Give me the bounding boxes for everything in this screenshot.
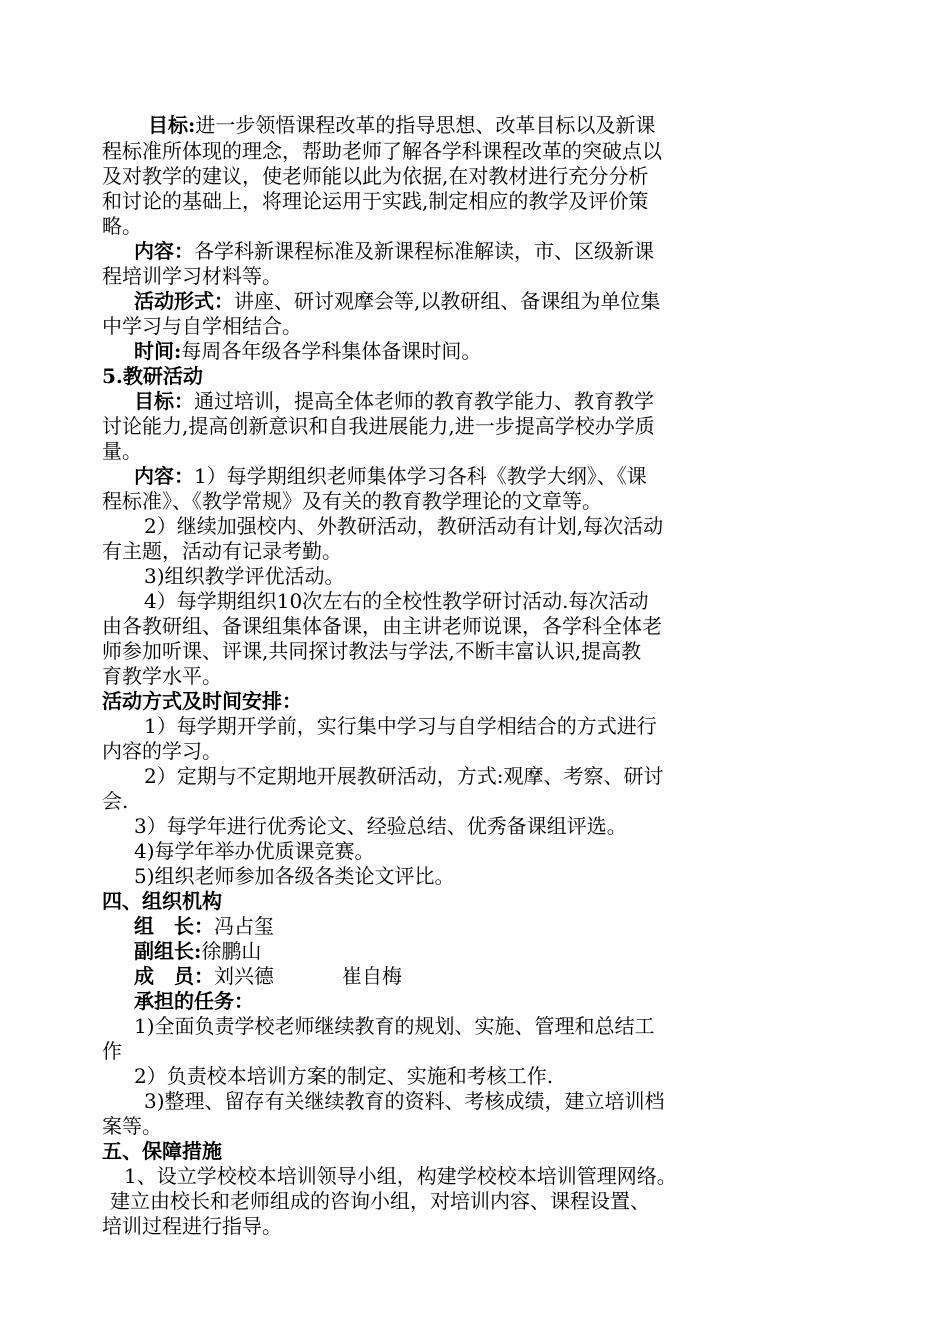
paragraph-text: 每周各年级各学科集体备课时间。 bbox=[181, 339, 482, 363]
list-item: 2）定期与不定期地开展教研活动，方式:观摩、考察、研讨 bbox=[144, 764, 664, 788]
paragraph-text: 程培训学习材料等。 bbox=[102, 264, 282, 288]
objective-text: 进一步领悟课程改革的指导思想、改革目标以及新课 bbox=[195, 113, 656, 137]
member-name: 刘兴德 bbox=[214, 964, 274, 988]
sec5-content-line-6 bbox=[0, 588, 950, 614]
list-item: 3)整理、留存有关继续教育的资料、考核成绩，建立培训档 bbox=[144, 1089, 665, 1113]
obj-line-3 bbox=[0, 163, 950, 189]
obj-line-5 bbox=[0, 213, 950, 239]
sec5-content-line-9 bbox=[0, 663, 950, 689]
sec5-obj-line-3 bbox=[0, 438, 950, 464]
guarantee-line-2 bbox=[0, 1188, 950, 1214]
form-line-2 bbox=[0, 313, 950, 339]
list-item: 有主题，活动有记录考勤。 bbox=[102, 539, 342, 563]
list-item: 程标准》、《教学常规》及有关的教育教学理论的文章等。 bbox=[102, 489, 602, 513]
org-tasks-heading bbox=[0, 988, 950, 1014]
list-item: 3）每学年进行优秀论文、经验总结、优秀备课组评选。 bbox=[134, 814, 627, 838]
arr-line-1 bbox=[0, 713, 950, 739]
arr-line-7 bbox=[0, 863, 950, 889]
org-deputy-line bbox=[0, 938, 950, 964]
list-item: 由各教研组、备课组集体备课，由主讲老师说课，各学科全体老 bbox=[102, 614, 662, 638]
guarantee-heading bbox=[0, 1138, 950, 1164]
paragraph-text: 及对教学的建议，使老师能以此为依据,在对教材进行充分分析 bbox=[102, 164, 649, 188]
paragraph-text: 讲座、研讨观摩会等,以教研组、备课组为单位集 bbox=[234, 289, 661, 313]
sec5-content-line-7 bbox=[0, 613, 950, 639]
paragraph-text: 和讨论的基础上，将理论运用于实践,制定相应的教学及评价策 bbox=[102, 189, 649, 213]
leader-label: 组 长： bbox=[134, 914, 214, 938]
arr-line-5 bbox=[0, 813, 950, 839]
guarantee-line-1 bbox=[0, 1163, 950, 1189]
arrangement-heading bbox=[0, 688, 950, 714]
org-task-line-5 bbox=[0, 1113, 950, 1139]
arr-line-4 bbox=[0, 788, 950, 814]
paragraph-text: 建立由校长和老师组成的咨询小组，对培训内容、课程设置、 bbox=[110, 1189, 650, 1213]
members-label: 成 员： bbox=[134, 964, 214, 988]
paragraph-text: 1、设立学校校本培训领导小组，构建学校校本培训管理网络。 bbox=[124, 1164, 677, 1188]
content-label: 内容： bbox=[134, 239, 194, 263]
heading-text: 活动方式及时间安排： bbox=[102, 689, 302, 713]
sec5-obj-line-2 bbox=[0, 413, 950, 439]
list-item: 1）每学期组织老师集体学习各科《教学大纲》、《课 bbox=[194, 464, 647, 488]
paragraph-text: 程标准所体现的理念，帮助老师了解各学科课程改革的突破点以 bbox=[102, 139, 662, 163]
time-line bbox=[0, 338, 950, 364]
arr-line-3 bbox=[0, 763, 950, 789]
list-item: 育教学水平。 bbox=[102, 664, 222, 688]
list-item: 会. bbox=[102, 789, 129, 813]
arr-line-6 bbox=[0, 838, 950, 864]
org-members-line bbox=[0, 963, 950, 989]
arr-line-2 bbox=[0, 738, 950, 764]
org-heading bbox=[0, 888, 950, 914]
guarantee-line-3 bbox=[0, 1213, 950, 1239]
paragraph-text: 通过培训，提高全体老师的教育教学能力、教育教学 bbox=[194, 389, 654, 413]
paragraph-text: 讨论能力,提高创新意识和自我进展能力,进一步提高学校办学质 bbox=[102, 414, 655, 438]
paragraph-text: 培训过程进行指导。 bbox=[102, 1214, 282, 1238]
list-item: 1）每学期开学前，实行集中学习与自学相结合的方式进行 bbox=[144, 714, 657, 738]
list-item: 1)全面负责学校老师继续教育的规划、实施、管理和总结工 bbox=[134, 1014, 655, 1038]
obj-line-2 bbox=[0, 138, 950, 164]
list-item: 4)每学年举办优质课竞赛。 bbox=[134, 839, 375, 863]
list-item: 4）每学期组织10次左右的全校性教学研讨活动.每次活动 bbox=[144, 589, 649, 613]
sec5-content-line-1 bbox=[0, 463, 950, 489]
sec5-content-line-5 bbox=[0, 563, 950, 589]
deputy-label: 副组长: bbox=[134, 939, 202, 963]
list-item: 2）继续加强校内、外教研活动，教研活动有计划,每次活动 bbox=[144, 514, 664, 538]
objective-label: 目标: bbox=[148, 113, 196, 137]
form-line-1 bbox=[0, 288, 950, 314]
list-item: 2）负责校本培训方案的制定、实施和考核工作. bbox=[134, 1064, 554, 1088]
obj-line-4 bbox=[0, 188, 950, 214]
heading-text: 四、组织机构 bbox=[102, 889, 222, 913]
sec5-content-line-2 bbox=[0, 488, 950, 514]
list-item: 5)组织老师参加各级各类论文评比。 bbox=[134, 864, 455, 888]
list-item: 师参加听课、评课,共同探讨教法与学法,不断丰富认识,提高教 bbox=[102, 639, 642, 663]
list-item: 3)组织教学评优活动。 bbox=[144, 564, 345, 588]
content-label: 内容： bbox=[134, 464, 194, 488]
org-task-line-1 bbox=[0, 1013, 950, 1039]
org-task-line-4 bbox=[0, 1088, 950, 1114]
paragraph-text: 量。 bbox=[102, 439, 142, 463]
content-line-2 bbox=[0, 263, 950, 289]
objective-label: 目标： bbox=[134, 389, 194, 413]
paragraph-text: 略。 bbox=[102, 214, 142, 238]
leader-name: 冯占玺 bbox=[214, 914, 274, 938]
paragraph-text: 中学习与自学相结合。 bbox=[102, 314, 302, 338]
sec5-content-line-8 bbox=[0, 638, 950, 664]
paragraph-text: 各学科新课程标准及新课程标准解读，市、区级新课 bbox=[194, 239, 654, 263]
list-item: 内容的学习。 bbox=[102, 739, 222, 763]
tasks-label: 承担的任务： bbox=[134, 989, 254, 1013]
content-line-1 bbox=[0, 238, 950, 264]
sec5-obj-line-1 bbox=[0, 388, 950, 414]
org-task-line-3 bbox=[0, 1063, 950, 1089]
form-label: 活动形式： bbox=[134, 289, 234, 313]
member-name: 崔自梅 bbox=[342, 964, 402, 988]
list-item: 案等。 bbox=[102, 1114, 162, 1138]
sec5-content-line-3 bbox=[0, 513, 950, 539]
heading-text: 五、保障措施 bbox=[102, 1139, 222, 1163]
org-task-line-2 bbox=[0, 1038, 950, 1064]
time-label: 时间: bbox=[134, 339, 182, 363]
section-heading-teaching-research bbox=[0, 363, 950, 389]
heading-text: 5.教研活动 bbox=[102, 364, 203, 388]
sec5-content-line-4 bbox=[0, 538, 950, 564]
org-leader-line bbox=[0, 913, 950, 939]
obj-line-1 bbox=[0, 112, 950, 138]
list-item: 作 bbox=[102, 1039, 122, 1063]
deputy-name: 徐鹏山 bbox=[201, 939, 262, 963]
